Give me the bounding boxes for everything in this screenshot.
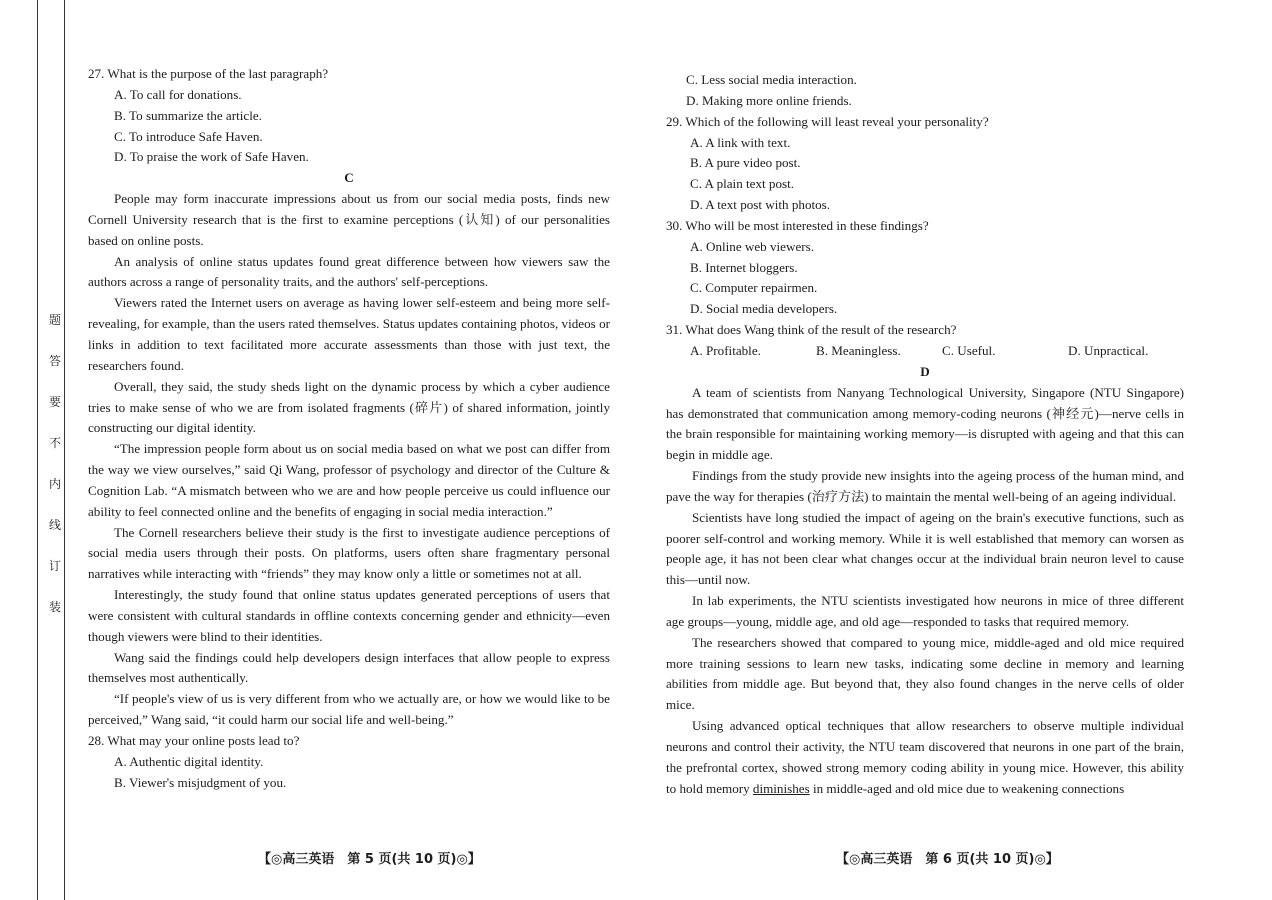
question-27-stem: 27. What is the purpose of the last paragraph? — [88, 66, 329, 81]
question-30-option-d: D. Social media developers. — [690, 301, 838, 317]
question-29-stem: 29. Which of the following will least reveal your personality? — [666, 113, 989, 129]
question-31-option-c: C. Useful. — [942, 342, 996, 358]
section-d-heading: D — [920, 363, 930, 379]
question-28-option-b: B. Viewer's misjudgment of you. — [114, 774, 287, 790]
paragraph-text: in middle-aged and old mice due to weakening connections — [809, 780, 1125, 796]
binding-char: 题 — [48, 313, 61, 327]
binding-char: 答 — [48, 354, 61, 368]
passage-c-paragraph: An analysis of online status updates found great difference between how viewers saw the authors across a range of personality traits, and the authors' self-perceptions. — [88, 253, 610, 290]
question-28-option-d: D. Making more online friends. — [686, 92, 852, 108]
question-30-stem: 30. Who will be most interested in these findings? — [666, 217, 929, 233]
binding-margin-text — [44, 300, 66, 628]
section-c-heading: C — [344, 170, 354, 186]
question-28-option-a: A. Authentic digital identity. — [114, 753, 264, 769]
right-page-column — [666, 70, 1184, 800]
question-27-option-c: C. To introduce Safe Haven. — [114, 128, 263, 144]
underlined-word: diminishes — [752, 780, 810, 796]
binding-char: 要 — [48, 395, 61, 409]
binding-char: 装 — [48, 600, 61, 614]
passage-d-paragraph: Scientists have long studied the impact of ageing on the brain's executive functions, such as poorer self-control and working memory. While it is well established that memory can worsen as people age, it has not been clear what changes occur at the individual brain neuron level to cause this—until now. — [666, 509, 1184, 588]
binding-char: 订 — [48, 559, 61, 573]
question-30-option-c: C. Computer repairmen. — [690, 280, 818, 296]
passage-d-paragraph — [666, 716, 1184, 799]
binding-char: 不 — [48, 436, 61, 450]
binding-char: 内 — [48, 477, 61, 491]
question-31-option-a: A. Profitable. — [690, 342, 761, 358]
question-29-option-d: D. A text post with photos. — [690, 197, 831, 213]
passage-c-paragraph: Interestingly, the study found that online status updates generated perceptions of users that were consistent with cultural standards in offline contexts concerning gender and ethnicity—even though viewers were blind to their identities. — [88, 587, 610, 644]
question-27-option-d: D. To praise the work of Safe Haven. — [114, 149, 309, 165]
question-31-options — [666, 341, 1184, 362]
question-30-option-b: B. Internet bloggers. — [690, 259, 798, 275]
question-29-option-a: A. A link with text. — [690, 134, 791, 150]
binding-line-outer — [37, 0, 38, 900]
passage-c-paragraph: Wang said the findings could help developers design interfaces that allow people to express themselves most authentically. — [88, 649, 610, 686]
question-29-option-b: B. A pure video post. — [690, 155, 801, 171]
left-page-footer: 【◎高三英语 第 5 页(共 10 页)◎】 — [258, 852, 481, 867]
question-27-option-b: B. To summarize the article. — [114, 107, 262, 123]
passage-c-paragraph: People may form inaccurate impressions about us from our social media posts, finds new Cornell University research that is the first to examine perceptions (认知) of our personalities based on online posts. — [88, 191, 610, 248]
passage-c-paragraph: “The impression people form about us on social media based on what we post can differ from the way we view ourselves,” said Qi Wang, professor of psychology and director of the Culture & Cognition Lab. “A mismatch between who we are and how people perceive us could influence our ability to feel connected online and the benefits of engaging in social media interaction.” — [88, 441, 610, 519]
question-31-option-b: B. Meaningless. — [816, 342, 901, 358]
paragraph-text: Using advanced optical techniques that allow researchers to observe multiple individual neurons and control their activity, the NTU team discovered that neurons in one part of the brain, the prefrontal cortex, showed strong memory coding ability in young mice. However, this ability to hold memory — [666, 718, 1184, 796]
passage-c-paragraph: Overall, they said, the study sheds light on the dynamic process by which a cyber audience tries to make sense of who we are from isolated fragments (碎片) of shared information, jointly constructing our digital identity. — [88, 378, 610, 436]
passage-c-paragraph: Viewers rated the Internet users on average as having lower self-esteem and being more self-revealing, for example, than the users rated themselves. Status updates containing photos, videos or links in addition to text facilitated more accurate assessments than those with just text, the researchers found. — [88, 295, 610, 373]
passage-c-paragraph: The Cornell researchers believe their study is the first to investigate audience perceptions of social media users through their posts. On platforms, users often share fragmentary personal narratives while interacting with “friends” they may know only a little or sometimes not at all. — [88, 524, 610, 582]
passage-d-paragraph: Findings from the study provide new insights into the ageing process of the human mind, and pave the way for therapies (治疗方法) to maintain the mental well-being of an ageing individual. — [666, 468, 1184, 504]
question-31-stem: 31. What does Wang think of the result of the research? — [666, 322, 957, 338]
passage-d-paragraph: A team of scientists from Nanyang Technological University, Singapore (NTU Singapore) has demonstrated that communication among memory-coding neurons (神经元)—nerve cells in the brain responsible for maintaining working memory—is disrupted with ageing and that this can begin in middle age. — [666, 384, 1184, 463]
question-30-option-a: A. Online web viewers. — [690, 238, 814, 254]
passage-d-paragraph: In lab experiments, the NTU scientists investigated how neurons in mice of three different age groups—young, middle age, and old age—responded to tasks that required memory. — [666, 593, 1184, 629]
passage-c-paragraph: “If people's view of us is very different from who we actually are, or how we would like to be perceived,” Wang said, “it could harm our social life and well-being.” — [88, 691, 610, 728]
question-31-option-d: D. Unpractical. — [1068, 342, 1149, 358]
question-28-option-c: C. Less social media interaction. — [686, 72, 857, 87]
question-29-option-c: C. A plain text post. — [690, 176, 795, 192]
question-27-option-a: A. To call for donations. — [114, 86, 242, 102]
binding-char: 线 — [48, 518, 61, 532]
passage-d-paragraph: The researchers showed that compared to young mice, middle-aged and old mice required more training sessions to learn new tasks, indicating some decline in memory and learning abilities from middle age. But beyond that, they also found changes in the nerve cells of older mice. — [666, 634, 1184, 713]
left-page-column — [88, 64, 610, 794]
right-page-footer: 【◎高三英语 第 6 页(共 10 页)◎】 — [836, 852, 1059, 867]
question-28-stem: 28. What may your online posts lead to? — [88, 733, 300, 748]
